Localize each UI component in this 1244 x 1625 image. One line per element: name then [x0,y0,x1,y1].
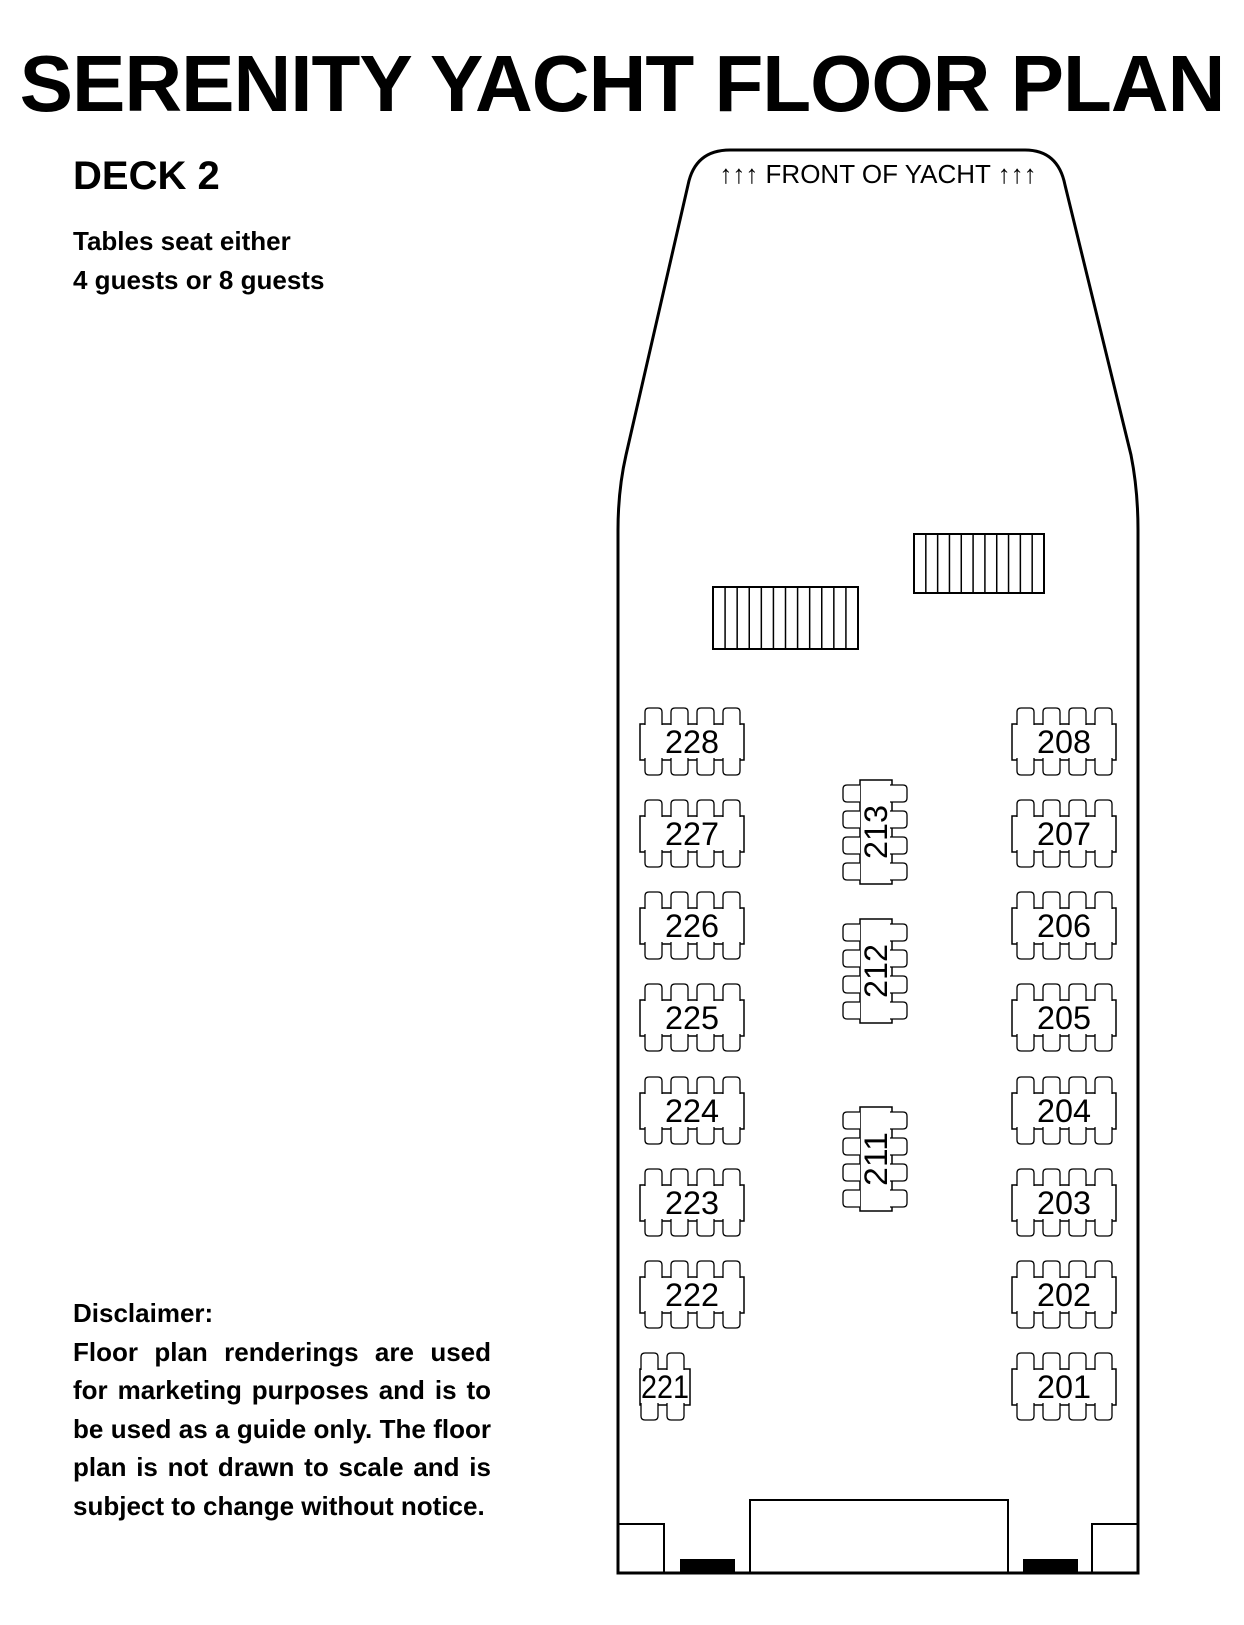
chair [1069,758,1086,775]
deck-label: DECK 2 [73,154,220,198]
chair [671,942,688,959]
chair [671,1127,688,1144]
chair [1095,758,1112,775]
chair [1069,800,1086,817]
chair [1069,1127,1086,1144]
chair [645,1034,662,1051]
aft-door-right [1023,1559,1078,1573]
chair [1043,1127,1060,1144]
chair [697,1311,714,1328]
aft-corner-left [618,1524,664,1573]
table-203-number: 203 [1037,1185,1091,1221]
chair [1069,1034,1086,1051]
chair [1017,708,1034,725]
table-204 [1012,1077,1116,1144]
chair [1043,984,1060,1001]
chair [890,924,907,941]
chair [723,942,740,959]
chair [1017,892,1034,909]
disclaimer-text: Floor plan renderings are used for marketing purposes and is to be used as a guide only. The floor plan is not drawn to scale and is subject to change without notice. [73,1336,491,1521]
chair [1017,850,1034,867]
chair [671,1311,688,1328]
table-207 [1012,800,1116,867]
aft-door-left [680,1559,735,1573]
table-202 [1012,1261,1116,1328]
table-227-number: 227 [665,816,719,852]
table-223-number: 223 [665,1185,719,1221]
chair [1017,1077,1034,1094]
chair [1017,1034,1034,1051]
table-206 [1012,892,1116,959]
table-224-number: 224 [665,1093,719,1129]
chair [1095,1077,1112,1094]
stairs-right [914,534,1044,593]
chair [667,1353,684,1370]
disclaimer-heading: Disclaimer: [73,1298,214,1328]
chair [1043,758,1060,775]
table-203 [1012,1169,1116,1236]
chair [671,1261,688,1278]
table-212-number: 212 [858,944,894,998]
chair [1095,800,1112,817]
chair [1043,1077,1060,1094]
chair [671,1077,688,1094]
table-211 [843,1107,907,1211]
chair [890,1112,907,1129]
chair [890,1190,907,1207]
table-221 [640,1353,690,1420]
table-204-number: 204 [1037,1093,1091,1129]
chair [1095,1311,1112,1328]
table-205-number: 205 [1037,1000,1091,1036]
chair [645,1311,662,1328]
chair [723,1219,740,1236]
chair [723,1261,740,1278]
chair [723,984,740,1001]
page-title: SERENITY YACHT FLOOR PLAN [19,39,1225,128]
table-205 [1012,984,1116,1051]
stairs-outline [914,534,1044,593]
chair [1095,1219,1112,1236]
chair [1017,1353,1034,1370]
table-201-number: 201 [1037,1369,1091,1405]
chair [697,984,714,1001]
table-222-number: 222 [665,1277,719,1313]
table-228-number: 228 [665,724,719,760]
chair [1095,1034,1112,1051]
chair [1017,1261,1034,1278]
table-225-number: 225 [665,1000,719,1036]
chair [697,942,714,959]
chair [1043,892,1060,909]
chair [697,1034,714,1051]
chair [671,1034,688,1051]
chair [1043,1403,1060,1420]
chair [1095,1127,1112,1144]
table-222 [640,1261,744,1328]
chair [1017,1311,1034,1328]
chair [723,892,740,909]
chair [671,758,688,775]
chair [645,1219,662,1236]
chair [1069,1169,1086,1186]
table-208-number: 208 [1037,724,1091,760]
seating-note-line-2: 4 guests or 8 guests [73,265,325,295]
chair [645,758,662,775]
chair [1095,1261,1112,1278]
chair [645,892,662,909]
aft-corner-right [1092,1524,1138,1573]
chair [697,800,714,817]
chair [1095,708,1112,725]
chair [1017,800,1034,817]
chair [641,1353,658,1370]
chair [645,984,662,1001]
chair [1095,1169,1112,1186]
chair [1069,942,1086,959]
chair [1017,758,1034,775]
table-211-number: 211 [858,1134,894,1186]
table-206-number: 206 [1037,908,1091,944]
chair [1017,984,1034,1001]
table-213-number: 213 [858,805,894,859]
chair [723,1127,740,1144]
chair [697,1219,714,1236]
chair [843,1002,860,1019]
chair [671,708,688,725]
aft-counter [750,1500,1008,1573]
table-207-number: 207 [1037,816,1091,852]
chair [697,1261,714,1278]
seating-note-line-1: Tables seat either [73,226,291,256]
front-of-yacht-label: ↑↑↑ FRONT OF YACHT ↑↑↑ [719,159,1037,189]
chair [723,758,740,775]
chair [671,892,688,909]
table-213 [843,780,907,884]
chair [1069,1311,1086,1328]
table-226 [640,892,744,959]
chair [697,708,714,725]
chair [697,850,714,867]
chair [1043,800,1060,817]
chair [1069,892,1086,909]
chair [1043,1311,1060,1328]
chair [843,1190,860,1207]
chair [1017,1219,1034,1236]
table-208 [1012,708,1116,775]
table-225 [640,984,744,1051]
chair [697,1169,714,1186]
table-223 [640,1169,744,1236]
chair [843,785,860,802]
chair [697,758,714,775]
chair [723,1034,740,1051]
chair [723,708,740,725]
table-226-number: 226 [665,908,719,944]
chair [1069,850,1086,867]
chair [645,1169,662,1186]
chair [1043,1034,1060,1051]
stairs-left [713,587,858,649]
chair [641,1403,658,1420]
chair [890,785,907,802]
table-227 [640,800,744,867]
chair [645,708,662,725]
chair [671,800,688,817]
table-224 [640,1077,744,1144]
chair [890,863,907,880]
table-202-number: 202 [1037,1277,1091,1313]
chair [1043,942,1060,959]
chair [1043,708,1060,725]
chair [671,984,688,1001]
chair [645,1127,662,1144]
table-221-number: 221 [641,1369,689,1405]
chair [1043,1169,1060,1186]
chair [697,1127,714,1144]
chair [1043,1353,1060,1370]
chair [1043,1261,1060,1278]
chair [843,863,860,880]
chair [645,1077,662,1094]
chair [1069,1353,1086,1370]
chair [1043,1219,1060,1236]
table-201 [1012,1353,1116,1420]
chair [1069,1403,1086,1420]
chair [1043,850,1060,867]
chair [1095,892,1112,909]
chair [723,1077,740,1094]
chair [671,1219,688,1236]
chair [1069,1077,1086,1094]
chair [723,800,740,817]
chair [1095,850,1112,867]
chair [1069,1219,1086,1236]
chair [697,1077,714,1094]
chair [723,1311,740,1328]
chair [645,1261,662,1278]
chair [697,892,714,909]
chair [1069,984,1086,1001]
chair [645,800,662,817]
chair [671,1169,688,1186]
chair [1069,708,1086,725]
chair [843,924,860,941]
chair [1069,1261,1086,1278]
chair [723,850,740,867]
chair [1095,1353,1112,1370]
chair [1017,942,1034,959]
table-228 [640,708,744,775]
chair [667,1403,684,1420]
chair [723,1169,740,1186]
chair [1095,1403,1112,1420]
chair [843,1112,860,1129]
chair [1017,1127,1034,1144]
chair [1095,984,1112,1001]
chair [645,850,662,867]
table-212 [843,919,907,1023]
chair [1095,942,1112,959]
chair [671,850,688,867]
chair [1017,1403,1034,1420]
chair [645,942,662,959]
chair [890,1002,907,1019]
chair [1017,1169,1034,1186]
